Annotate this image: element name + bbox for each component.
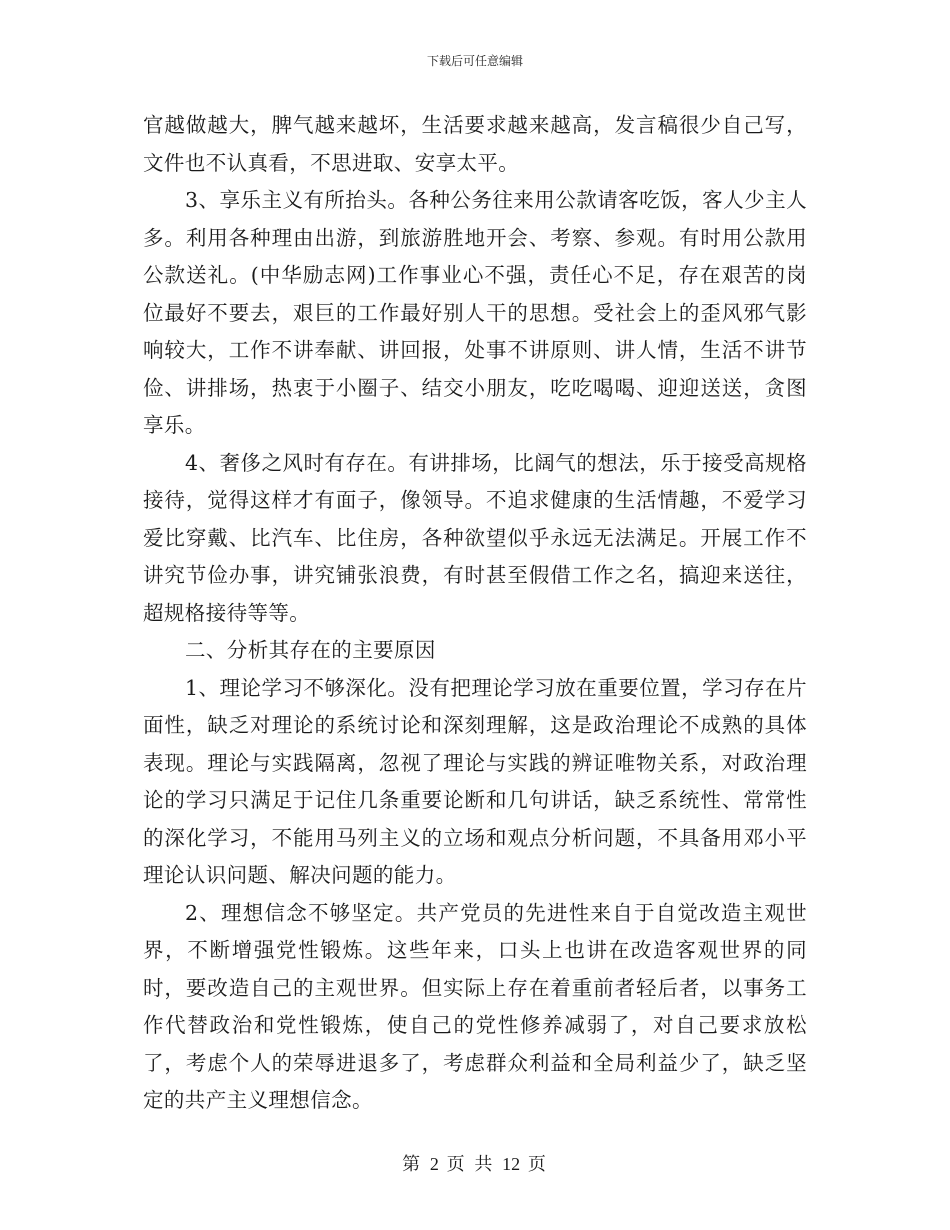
paragraph-3: 4、奢侈之风时有存在。有讲排场，比阔气的想法，乐于接受高规格接待，觉得这样才有面子，像领导。不追求健康的生活情趣，不爱学习爱比穿戴、比汽车、比住房，各种欲望似乎永远无法满足。开展工作不讲究节俭办事，讲究铺张浪费，有时甚至假借工作之名，搞迎来送往，超规格接待等等。 <box>143 450 807 625</box>
footer-middle: 页 共 <box>446 1154 495 1175</box>
paragraph-5: 2、理想信念不够坚定。共产党员的先进性来自于自觉改造主观世界，不断增强党性锻炼。这些年来，口头上也讲在改造客观世界的同时，要改造自己的主观世界。但实际上存在着重前者轻后者，以事务工作代替政治和党性锻炼，使自己的党性修养减弱了，对自己要求放松了，考虑个人的荣辱进退多了，考虑群众利益和全局利益少了，缺乏坚定的共产主义理想信念。 <box>143 900 807 1112</box>
page-footer <box>0 1152 950 1177</box>
current-page-number: 2 <box>429 1154 439 1174</box>
paragraph-1: 官越做越大，脾气越来越坏，生活要求越来越高，发言稿很少自己写，文件也不认真看，不思进取、安享太平。 <box>143 113 807 175</box>
paragraph-4: 1、理论学习不够深化。没有把理论学习放在重要位置，学习存在片面性，缺乏对理论的系统讨论和深刻理解，这是政治理论不成熟的具体表现。理论与实践隔离，忽视了理论与实践的辨证唯物关系，对政治理论的学习只满足于记住几条重要论断和几句讲话，缺乏系统性、常常性的深化学习，不能用马列主义的立场和观点分析问题，不具备用邓小平理论认识问题、解决问题的能力。 <box>143 675 807 887</box>
section-heading: 二、分析其存在的主要原因 <box>185 638 436 662</box>
footer-prefix: 第 <box>402 1154 423 1175</box>
paragraph-2: 3、享乐主义有所抬头。各种公务往来用公款请客吃饭，客人少主人多。利用各种理由出游，到旅游胜地开会、考察、参观。有时用公款用公款送礼。(中华励志网)工作事业心不强，责任心不足，存在艰苦的岗位最好不要去，艰巨的工作最好别人干的思想。受社会上的歪风邪气影响较大，工作不讲奉献、讲回报，处事不讲原则、讲人情，生活不讲节俭、讲排场，热衷于小圈子、结交小朋友，吃吃喝喝、迎迎送送，贪图享乐。 <box>143 188 807 437</box>
total-page-count: 12 <box>502 1154 521 1174</box>
footer-suffix: 页 <box>527 1154 548 1175</box>
document-body <box>143 107 807 1120</box>
page-header-note: 下载后可任意编辑 <box>426 54 523 68</box>
